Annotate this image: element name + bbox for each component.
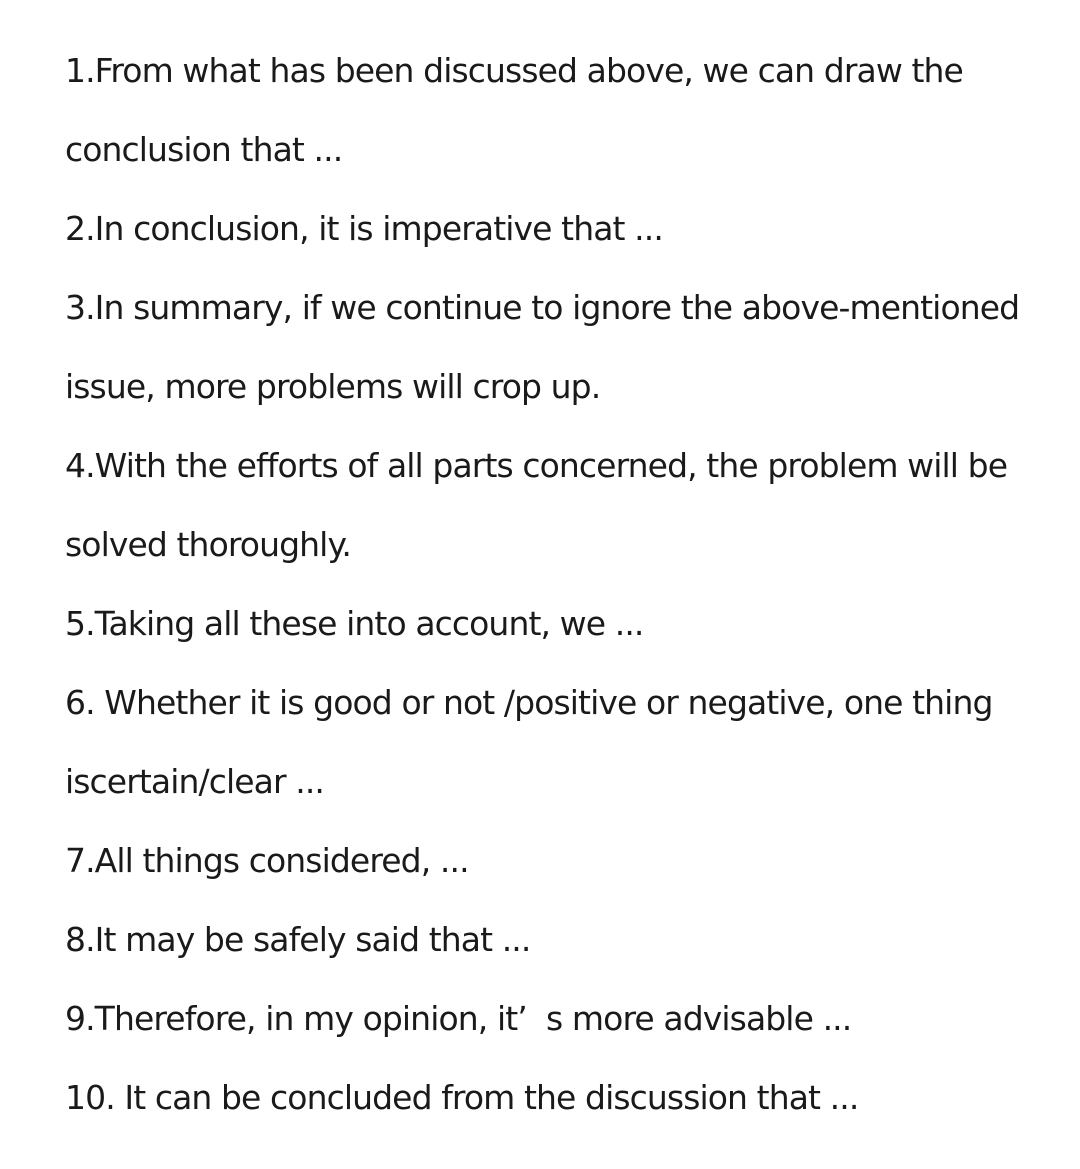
text-line-7: solved thoroughly.	[65, 525, 351, 564]
text-line-5: issue, more problems will crop up.	[65, 367, 601, 406]
text-line-14: 10. It can be concluded from the discussion that ...	[65, 1078, 859, 1117]
text-line-3: 2.In conclusion, it is imperative that ...	[65, 209, 663, 248]
text-line-13: 9.Therefore, in my opinion, it’ s more advisable ...	[65, 999, 852, 1038]
text-line-9: 6. Whether it is good or not /positive or negative, one thing	[65, 683, 993, 722]
text-line-8: 5.Taking all these into account, we ...	[65, 604, 644, 643]
text-line-6: 4.With the efforts of all parts concerned, the problem will be	[65, 446, 1008, 485]
text-line-4: 3.In summary, if we continue to ignore the above-mentioned	[65, 288, 1020, 327]
text-line-2: conclusion that ...	[65, 130, 343, 169]
text-line-12: 8.It may be safely said that ...	[65, 920, 531, 959]
text-line-10: iscertain/clear ...	[65, 762, 325, 801]
text-line-11: 7.All things considered, ...	[65, 841, 469, 880]
text-line-1: 1.From what has been discussed above, we can draw the	[65, 51, 963, 90]
